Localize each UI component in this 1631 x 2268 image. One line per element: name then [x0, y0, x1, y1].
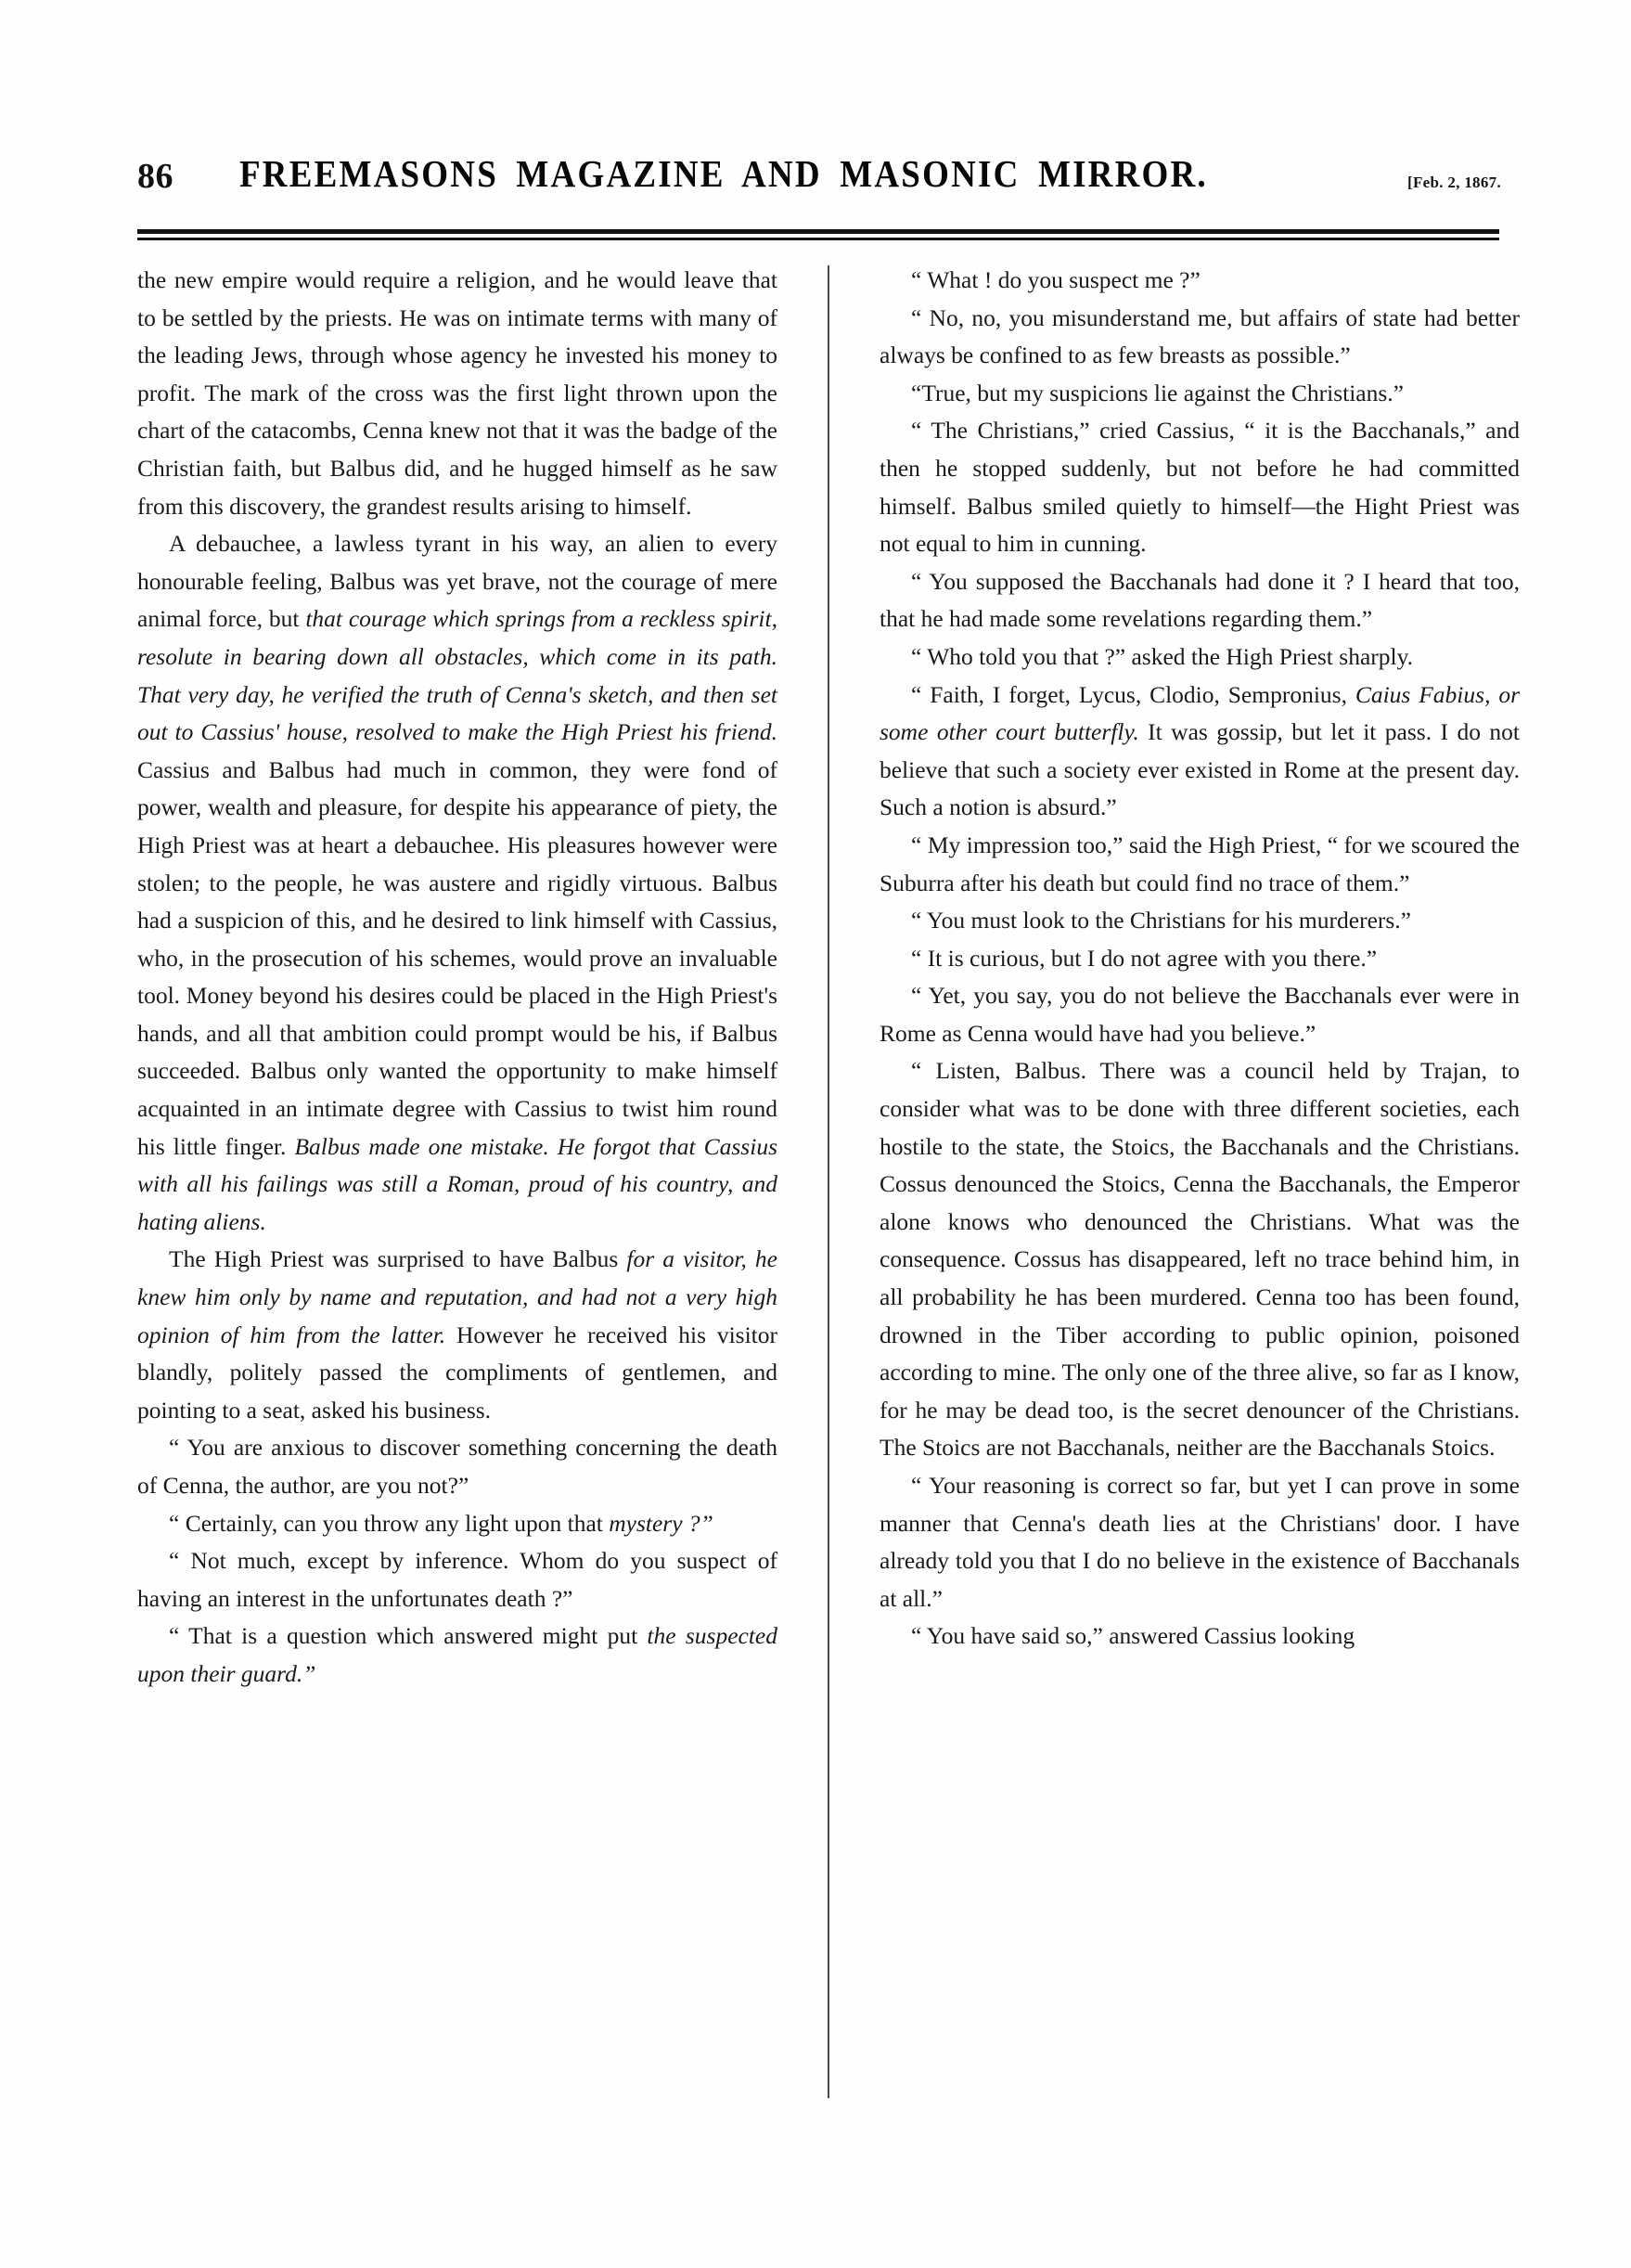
text-run: “ You are anxious to discover something concerning the death of Cenna, the author, are you not?” [137, 1434, 777, 1499]
text-run: “ My impression too,” said the High Priest, “ for we scoured the Suburra after his death but could find no trace of them.” [880, 831, 1520, 896]
paragraph [137, 1505, 777, 1543]
paragraph [880, 375, 1520, 413]
text-run: “ Listen, Balbus. There was a council held by Trajan, to consider what was to be done with three different societies, each hostile to the state, the Stoics, the Bacchanals and the Christians. Cossus denounced the Stoics, Cenna the Bacchanals, the Emperor alone knows who denounced the Christians. What was the consequence. Cossus has disappeared, left no trace behind him, in all probability he has been murdered. Cenna too has been found, drowned in the Tiber according to public opinion, poisoned according to mine. The only one of the three alive, so far as I know, for he may be dead too, is the secret denouncer of the Christians. The Stoics are not Bacchanals, neither are the Bacchanals Stoics. [880, 1057, 1520, 1462]
paragraph [137, 1617, 777, 1693]
paragraph [880, 940, 1520, 978]
text-run: “ Your reasoning is correct so far, but yet I can prove in some manner that Cenna's death lies at the Christians' door. I have already told you that I do no believe in the existence of Bacchanals at all.” [880, 1472, 1520, 1612]
paragraph [880, 412, 1520, 562]
paragraph [880, 1617, 1520, 1656]
text-run: “ You must look to the Christians for his murderers.” [911, 907, 1411, 934]
text-run: “ No, no, you misunderstand me, but affairs of state had better always be confined to as few breasts as possible.” [880, 303, 1520, 369]
italic-run: mystery ?” [609, 1509, 713, 1537]
paragraph [137, 262, 777, 525]
paragraph [880, 677, 1520, 827]
rule-thin [137, 238, 1499, 240]
text-run: “True, but my suspicions lie against the Christians.” [911, 379, 1404, 406]
page-number: 86 [137, 157, 173, 196]
text-run: “ That is a question which answered might put [169, 1622, 648, 1650]
text-run: the new empire would require a religion, and he would leave that to be settled by the priests. He was on intimate terms with many of the leading Jews, through whose agency he invested his money to profit. The mark of the cross was the first light thrown upon the chart of the catacombs, Cenna knew not that it was the badge of the Christian faith, but Balbus did, and he hugged himself as he saw from this discovery, the grandest results arising to himself. [137, 266, 777, 520]
paragraph [137, 525, 777, 1241]
text-run: “ You have said so,” answered Cassius looking [911, 1622, 1355, 1650]
text-run: “ The Christians,” cried Cassius, “ it is the Bacchanals,” and then he stopped suddenly, but not before he had committed himself. Balbus smiled quietly to himself—the Hight Priest was not equal to him in cunning. [880, 417, 1520, 558]
italic-run: Caius Fabius, or some other court butterfly. [880, 680, 1520, 746]
text-run: It was gossip, but let it pass. I do not believe that such a society ever existed in Rome at the present day. Such a notion is absurd.” [880, 718, 1520, 821]
paragraph [880, 1467, 1520, 1617]
paragraph [880, 902, 1520, 940]
column-divider-rule [828, 265, 829, 2098]
header-double-rule [137, 229, 1499, 240]
paragraph [137, 1429, 777, 1504]
two-column-body [137, 262, 1520, 2127]
text-run: A debauchee, a lawless tyrant in his way, an alien to every honourable feeling, Balbus was yet brave, not the courage of mere animal force, but [137, 530, 777, 633]
paragraph [880, 262, 1520, 300]
text-run: Cassius and Balbus had much in common, they were fond of power, wealth and pleasure, for despite his appearance of piety, the High Priest was at heart a debauchee. His pleasures however were stolen; to the people, he was austere and rigidly virtuous. Balbus had a suspicion of this, and he desired to link himself with Cassius, who, in the prosecution of his schemes, would prove an invaluable tool. Money beyond his desires could be placed in the High Priest's hands, and all that ambition could prompt would be his, if Balbus succeeded. Balbus only wanted the opportunity to make himself acquainted in an intimate degree with Cassius to twist him round his little finger. [137, 755, 777, 1160]
italic-run: Balbus made one mistake. He forgot that Cassius with all his failings was still a Roman, proud of his country, and hating aliens. [137, 1132, 777, 1235]
text-column-right [859, 262, 1520, 2127]
italic-run: for a visitor, he knew him only by name and reputation, and had not a very high opinion of him from the latter. [137, 1245, 777, 1348]
italic-run: That very day, he verified the truth of Cenna's sketch, and then set out to Cassius' house, resolved to make the High Priest his friend. [137, 680, 777, 746]
text-run: “ Faith, I forget, Lycus, Clodio, Sempronius, [911, 680, 1355, 708]
issue-date: [Feb. 2, 1867. [1407, 174, 1501, 191]
paragraph [880, 1052, 1520, 1467]
paragraph [880, 563, 1520, 638]
text-run: However he received his visitor blandly, politely passed the compliments of gentlemen, and pointing to a seat, asked his business. [137, 1321, 777, 1424]
text-run: “ Not much, except by inference. Whom do you suspect of having an interest in the unfortunates death ?” [137, 1547, 777, 1612]
publication-title: FREEMASONS MAGAZINE AND MASONIC MIRROR. [239, 152, 1208, 196]
italic-run: the suspected upon their guard.” [137, 1622, 777, 1687]
text-run: The High Priest was surprised to have Balbus [169, 1245, 627, 1273]
text-run: “ Yet, you say, you do not believe the Bacchanals ever were in Rome as Cenna would have had you believe.” [880, 982, 1520, 1047]
text-run: “ You supposed the Bacchanals had done it ? I heard that too, that he had made some revelations regarding them.” [880, 567, 1520, 633]
column-gutter [798, 262, 859, 2127]
text-run: “ Who told you that ?” asked the High Priest sharply. [911, 642, 1414, 670]
paragraph [880, 827, 1520, 902]
text-run: “ Certainly, can you throw any light upon that [169, 1509, 610, 1537]
running-head [137, 152, 1501, 213]
paragraph [137, 1542, 777, 1617]
paragraph [137, 1241, 777, 1429]
paragraph [880, 638, 1520, 677]
paragraph [880, 977, 1520, 1052]
text-run: “ What ! do you suspect me ?” [911, 266, 1201, 293]
text-run: “ It is curious, but I do not agree with you there.” [911, 944, 1378, 972]
text-column-left [137, 262, 798, 2127]
italic-run: that courage which springs from a reckless spirit, resolute in bearing down all obstacles, which come in its path. [137, 605, 777, 670]
paragraph [880, 300, 1520, 375]
